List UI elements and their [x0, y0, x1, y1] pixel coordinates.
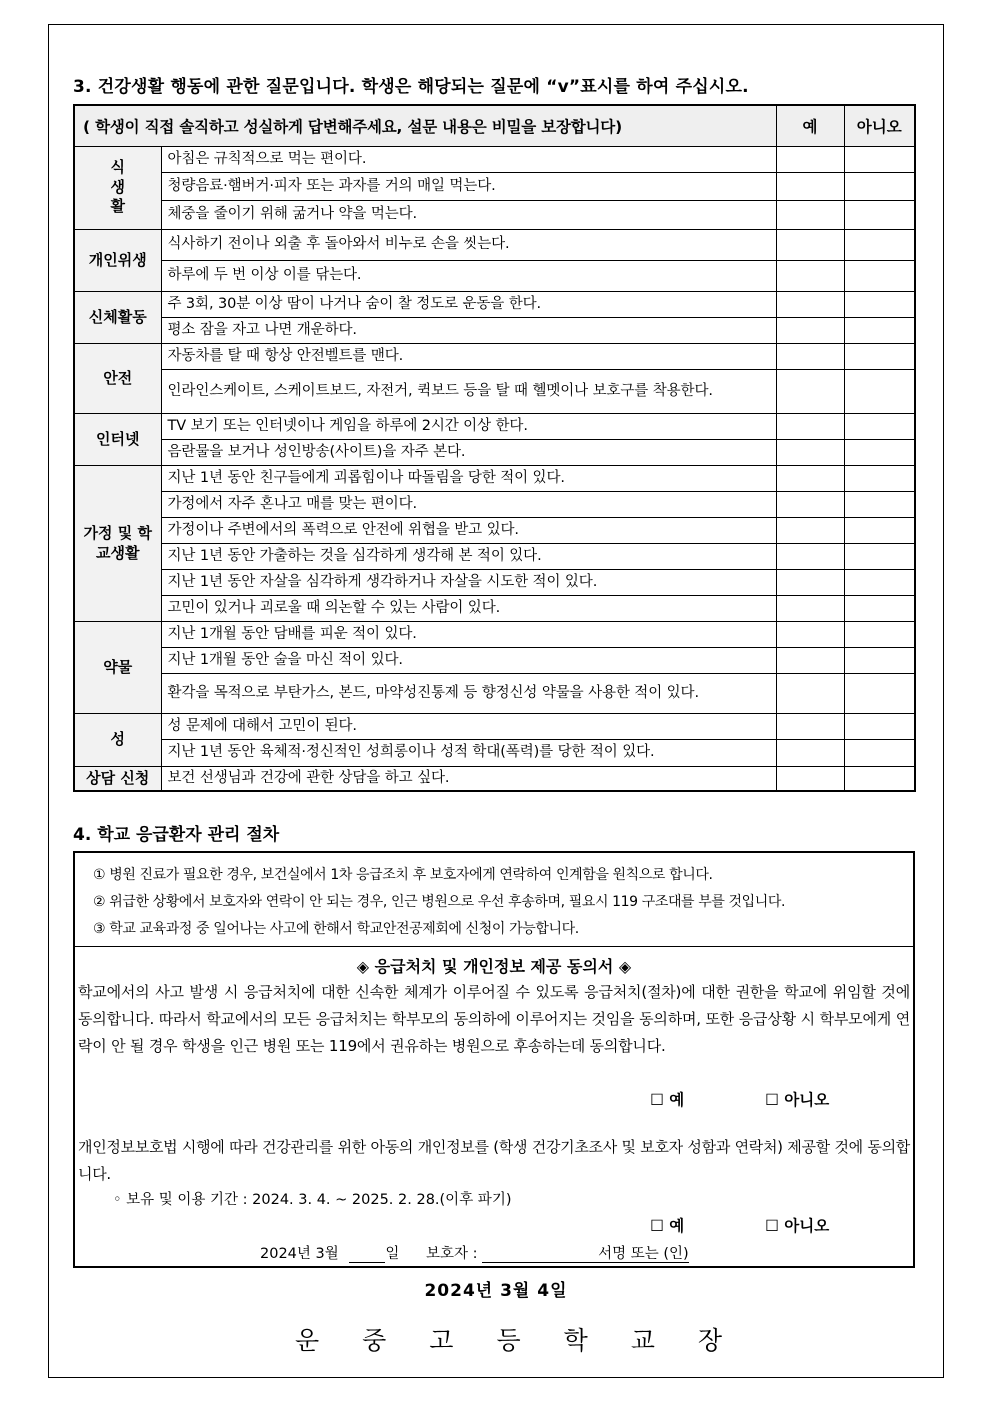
answer-no-cell[interactable]	[844, 621, 915, 647]
answer-no-cell[interactable]	[844, 647, 915, 673]
category-label	[74, 621, 161, 713]
category-label	[74, 713, 161, 766]
question-text: 보건 선생님과 건강에 관한 상담을 하고 싶다.	[161, 766, 776, 791]
column-no-header: 아니오	[844, 105, 915, 146]
category-name: 식생활	[110, 158, 125, 216]
category-name: 약물	[103, 657, 133, 676]
section4-title: 4. 학교 응급환자 관리 절차	[73, 825, 280, 845]
sign-day-unit: 일	[385, 1246, 400, 1262]
answer-yes-cell[interactable]	[776, 172, 844, 200]
answer-no-cell[interactable]	[844, 369, 915, 413]
question-text: 지난 1개월 동안 술을 마신 적이 있다.	[161, 647, 776, 673]
survey-row	[74, 621, 915, 647]
document-date: 2024년 3월 4일	[424, 1281, 568, 1301]
answer-no-cell[interactable]	[844, 343, 915, 369]
guardian-label: 보호자 :	[425, 1246, 478, 1262]
survey-row	[74, 595, 915, 621]
question-text: 가정에서 자주 혼나고 매를 맞는 편이다.	[161, 491, 776, 517]
answer-yes-cell[interactable]	[776, 200, 844, 229]
survey-row	[74, 713, 915, 739]
answer-yes-cell[interactable]	[776, 647, 844, 673]
survey-row	[74, 673, 915, 713]
survey-row	[74, 491, 915, 517]
signature-suffix: 서명 또는 (인)	[598, 1246, 689, 1262]
question-text: 환각을 목적으로 부탄가스, 본드, 마약성진통제 등 향정신성 약물을 사용한 적이 있다.	[161, 673, 776, 713]
survey-row	[74, 260, 915, 291]
category-name: 인터넷	[96, 429, 140, 448]
answer-no-cell[interactable]	[844, 595, 915, 621]
answer-yes-cell[interactable]	[776, 291, 844, 317]
answer-no-cell[interactable]	[844, 491, 915, 517]
survey-row	[74, 343, 915, 369]
answer-yes-cell[interactable]	[776, 673, 844, 713]
survey-row	[74, 517, 915, 543]
privacy-consent-yes-checkbox[interactable]: ☐ 예	[650, 1217, 685, 1235]
answer-no-cell[interactable]	[844, 291, 915, 317]
survey-row	[74, 413, 915, 439]
survey-row	[74, 647, 915, 673]
survey-row	[74, 229, 915, 260]
survey-row	[74, 739, 915, 766]
question-text: 성 문제에 대해서 고민이 된다.	[161, 713, 776, 739]
answer-yes-cell[interactable]	[776, 713, 844, 739]
category-label	[74, 291, 161, 343]
answer-yes-cell[interactable]	[776, 465, 844, 491]
category-name: 안전	[103, 368, 133, 387]
question-text: 지난 1개월 동안 담배를 피운 적이 있다.	[161, 621, 776, 647]
answer-yes-cell[interactable]	[776, 413, 844, 439]
answer-yes-cell[interactable]	[776, 621, 844, 647]
answer-no-cell[interactable]	[844, 146, 915, 172]
sign-day-blank[interactable]	[349, 1246, 385, 1263]
privacy-consent-text: 개인정보보호법 시행에 따라 건강관리를 위한 아동의 개인정보를 (학생 건강기초조사 및 보호자 성함과 연락처) 제공할 것에 동의합니다.	[78, 1138, 910, 1183]
answer-yes-cell[interactable]	[776, 569, 844, 595]
procedure-list	[93, 862, 903, 943]
answer-no-cell[interactable]	[844, 569, 915, 595]
category-name: 상담 신청	[86, 769, 150, 788]
survey-row	[74, 291, 915, 317]
question-text: 가정이나 주변에서의 폭력으로 안전에 위협을 받고 있다.	[161, 517, 776, 543]
question-text: 하루에 두 번 이상 이를 닦는다.	[161, 260, 776, 291]
answer-no-cell[interactable]	[844, 229, 915, 260]
answer-yes-cell[interactable]	[776, 369, 844, 413]
answer-no-cell[interactable]	[844, 766, 915, 791]
survey-row	[74, 317, 915, 343]
survey-row	[74, 146, 915, 172]
answer-no-cell[interactable]	[844, 543, 915, 569]
procedure-item: ① 병원 진료가 필요한 경우, 보건실에서 1차 응급조치 후 보호자에게 연락하여 인계함을 원칙으로 합니다.	[93, 867, 713, 883]
category-label	[74, 146, 161, 229]
category-name: 성	[110, 730, 125, 749]
consent-form-title: ◈ 응급처치 및 개인정보 제공 동의서 ◈	[356, 957, 632, 976]
retention-period: ◦ 보유 및 이용 기간 : 2024. 3. 4. ~ 2025. 2. 28.(이후 파기)	[113, 1192, 512, 1208]
signature-line	[260, 1242, 689, 1263]
answer-no-cell[interactable]	[844, 200, 915, 229]
survey-row	[74, 766, 915, 791]
question-text: 지난 1년 동안 자살을 심각하게 생각하거나 자살을 시도한 적이 있다.	[161, 569, 776, 595]
answer-yes-cell[interactable]	[776, 739, 844, 766]
survey-row	[74, 439, 915, 465]
school-principal: 운중고등학교장	[295, 1326, 766, 1355]
health-behavior-survey-table	[73, 104, 916, 792]
emergency-consent-text: 학교에서의 사고 발생 시 응급처치에 대한 신속한 체계가 이루어질 수 있도록 응급처치(절차)에 대한 권한을 학교에 위임할 것에 동의합니다. 따라서 학교에서의 모든 응급처치는 학부모의 동의하에 이루어지는 것임을 동의하며, 또한 응급상황 시 학부모에게 연락이 안 될 경우 학생을 인근 병원 또는 119에서 권유하는 병원으로 후송하는데 동의합니다.	[78, 983, 910, 1055]
question-text: 주 3회, 30분 이상 땀이 나거나 숨이 찰 정도로 운동을 한다.	[161, 291, 776, 317]
procedure-item: ③ 학교 교육과정 중 일어나는 사고에 한해서 학교안전공제회에 신청이 가능합니다.	[93, 921, 579, 937]
answer-yes-cell[interactable]	[776, 229, 844, 260]
privacy-consent-no-checkbox[interactable]: ☐ 아니오	[765, 1217, 830, 1235]
survey-instruction: ( 학생이 직접 솔직하고 성실하게 답변해주세요, 설문 내용은 비밀을 보장합니다)	[74, 105, 776, 146]
answer-yes-cell[interactable]	[776, 595, 844, 621]
answer-no-cell[interactable]	[844, 260, 915, 291]
answer-yes-cell[interactable]	[776, 517, 844, 543]
answer-no-cell[interactable]	[844, 439, 915, 465]
answer-no-cell[interactable]	[844, 172, 915, 200]
question-text: 자동차를 탈 때 항상 안전벨트를 맨다.	[161, 343, 776, 369]
category-label	[74, 413, 161, 465]
sign-year-month: 2024년 3월	[260, 1246, 339, 1262]
question-text: 고민이 있거나 괴로울 때 의논할 수 있는 사람이 있다.	[161, 595, 776, 621]
question-text: 청량음료·햄버거·피자 또는 과자를 거의 매일 먹는다.	[161, 172, 776, 200]
question-text: 지난 1년 동안 육체적·정신적인 성희롱이나 성적 학대(폭력)를 당한 적이 있다.	[161, 739, 776, 766]
question-text: 식사하기 전이나 외출 후 돌아와서 비누로 손을 씻는다.	[161, 229, 776, 260]
question-text: 지난 1년 동안 가출하는 것을 심각하게 생각해 본 적이 있다.	[161, 543, 776, 569]
survey-row	[74, 465, 915, 491]
question-text: 아침은 규칙적으로 먹는 편이다.	[161, 146, 776, 172]
question-text: 인라인스케이트, 스케이트보드, 자전거, 퀵보드 등을 탈 때 헬멧이나 보호구를 착용한다.	[161, 369, 776, 413]
emergency-procedure-box	[73, 851, 915, 1268]
answer-no-cell[interactable]	[844, 713, 915, 739]
answer-yes-cell[interactable]	[776, 343, 844, 369]
category-label	[74, 229, 161, 291]
box-divider	[75, 946, 913, 947]
answer-no-cell[interactable]	[844, 517, 915, 543]
survey-row	[74, 569, 915, 595]
answer-no-cell[interactable]	[844, 413, 915, 439]
category-label	[74, 465, 161, 621]
survey-header-row	[74, 105, 915, 146]
category-name: 가정 및 학교생활	[83, 523, 152, 562]
category-label	[74, 343, 161, 413]
section3-title: 3. 건강생활 행동에 관한 질문입니다. 학생은 해당되는 질문에 “v”표시를 하여 주십시오.	[73, 77, 749, 97]
emergency-consent-no-checkbox[interactable]: ☐ 아니오	[765, 1091, 830, 1109]
question-text: 음란물을 보거나 성인방송(사이트)을 자주 본다.	[161, 439, 776, 465]
category-label	[74, 766, 161, 791]
category-name: 개인위생	[88, 250, 147, 269]
survey-row	[74, 543, 915, 569]
procedure-item: ② 위급한 상황에서 보호자와 연락이 안 되는 경우, 인근 병원으로 우선 후송하며, 필요시 119 구조대를 부를 것입니다.	[93, 894, 786, 910]
emergency-consent-yes-checkbox[interactable]: ☐ 예	[650, 1091, 685, 1109]
answer-no-cell[interactable]	[844, 673, 915, 713]
answer-yes-cell[interactable]	[776, 543, 844, 569]
survey-row	[74, 369, 915, 413]
survey-row	[74, 200, 915, 229]
answer-no-cell[interactable]	[844, 465, 915, 491]
answer-yes-cell[interactable]	[776, 439, 844, 465]
answer-yes-cell[interactable]	[776, 491, 844, 517]
answer-yes-cell[interactable]	[776, 260, 844, 291]
answer-yes-cell[interactable]	[776, 146, 844, 172]
answer-no-cell[interactable]	[844, 739, 915, 766]
answer-yes-cell[interactable]	[776, 766, 844, 791]
question-text: TV 보기 또는 인터넷이나 게임을 하루에 2시간 이상 한다.	[161, 413, 776, 439]
guardian-name-blank[interactable]	[482, 1246, 598, 1263]
question-text: 평소 잠을 자고 나면 개운하다.	[161, 317, 776, 343]
category-name: 신체활동	[88, 307, 147, 326]
answer-no-cell[interactable]	[844, 317, 915, 343]
question-text: 체중을 줄이기 위해 굶거나 약을 먹는다.	[161, 200, 776, 229]
column-yes-header: 예	[776, 105, 844, 146]
survey-row	[74, 172, 915, 200]
answer-yes-cell[interactable]	[776, 317, 844, 343]
question-text: 지난 1년 동안 친구들에게 괴롭힘이나 따돌림을 당한 적이 있다.	[161, 465, 776, 491]
